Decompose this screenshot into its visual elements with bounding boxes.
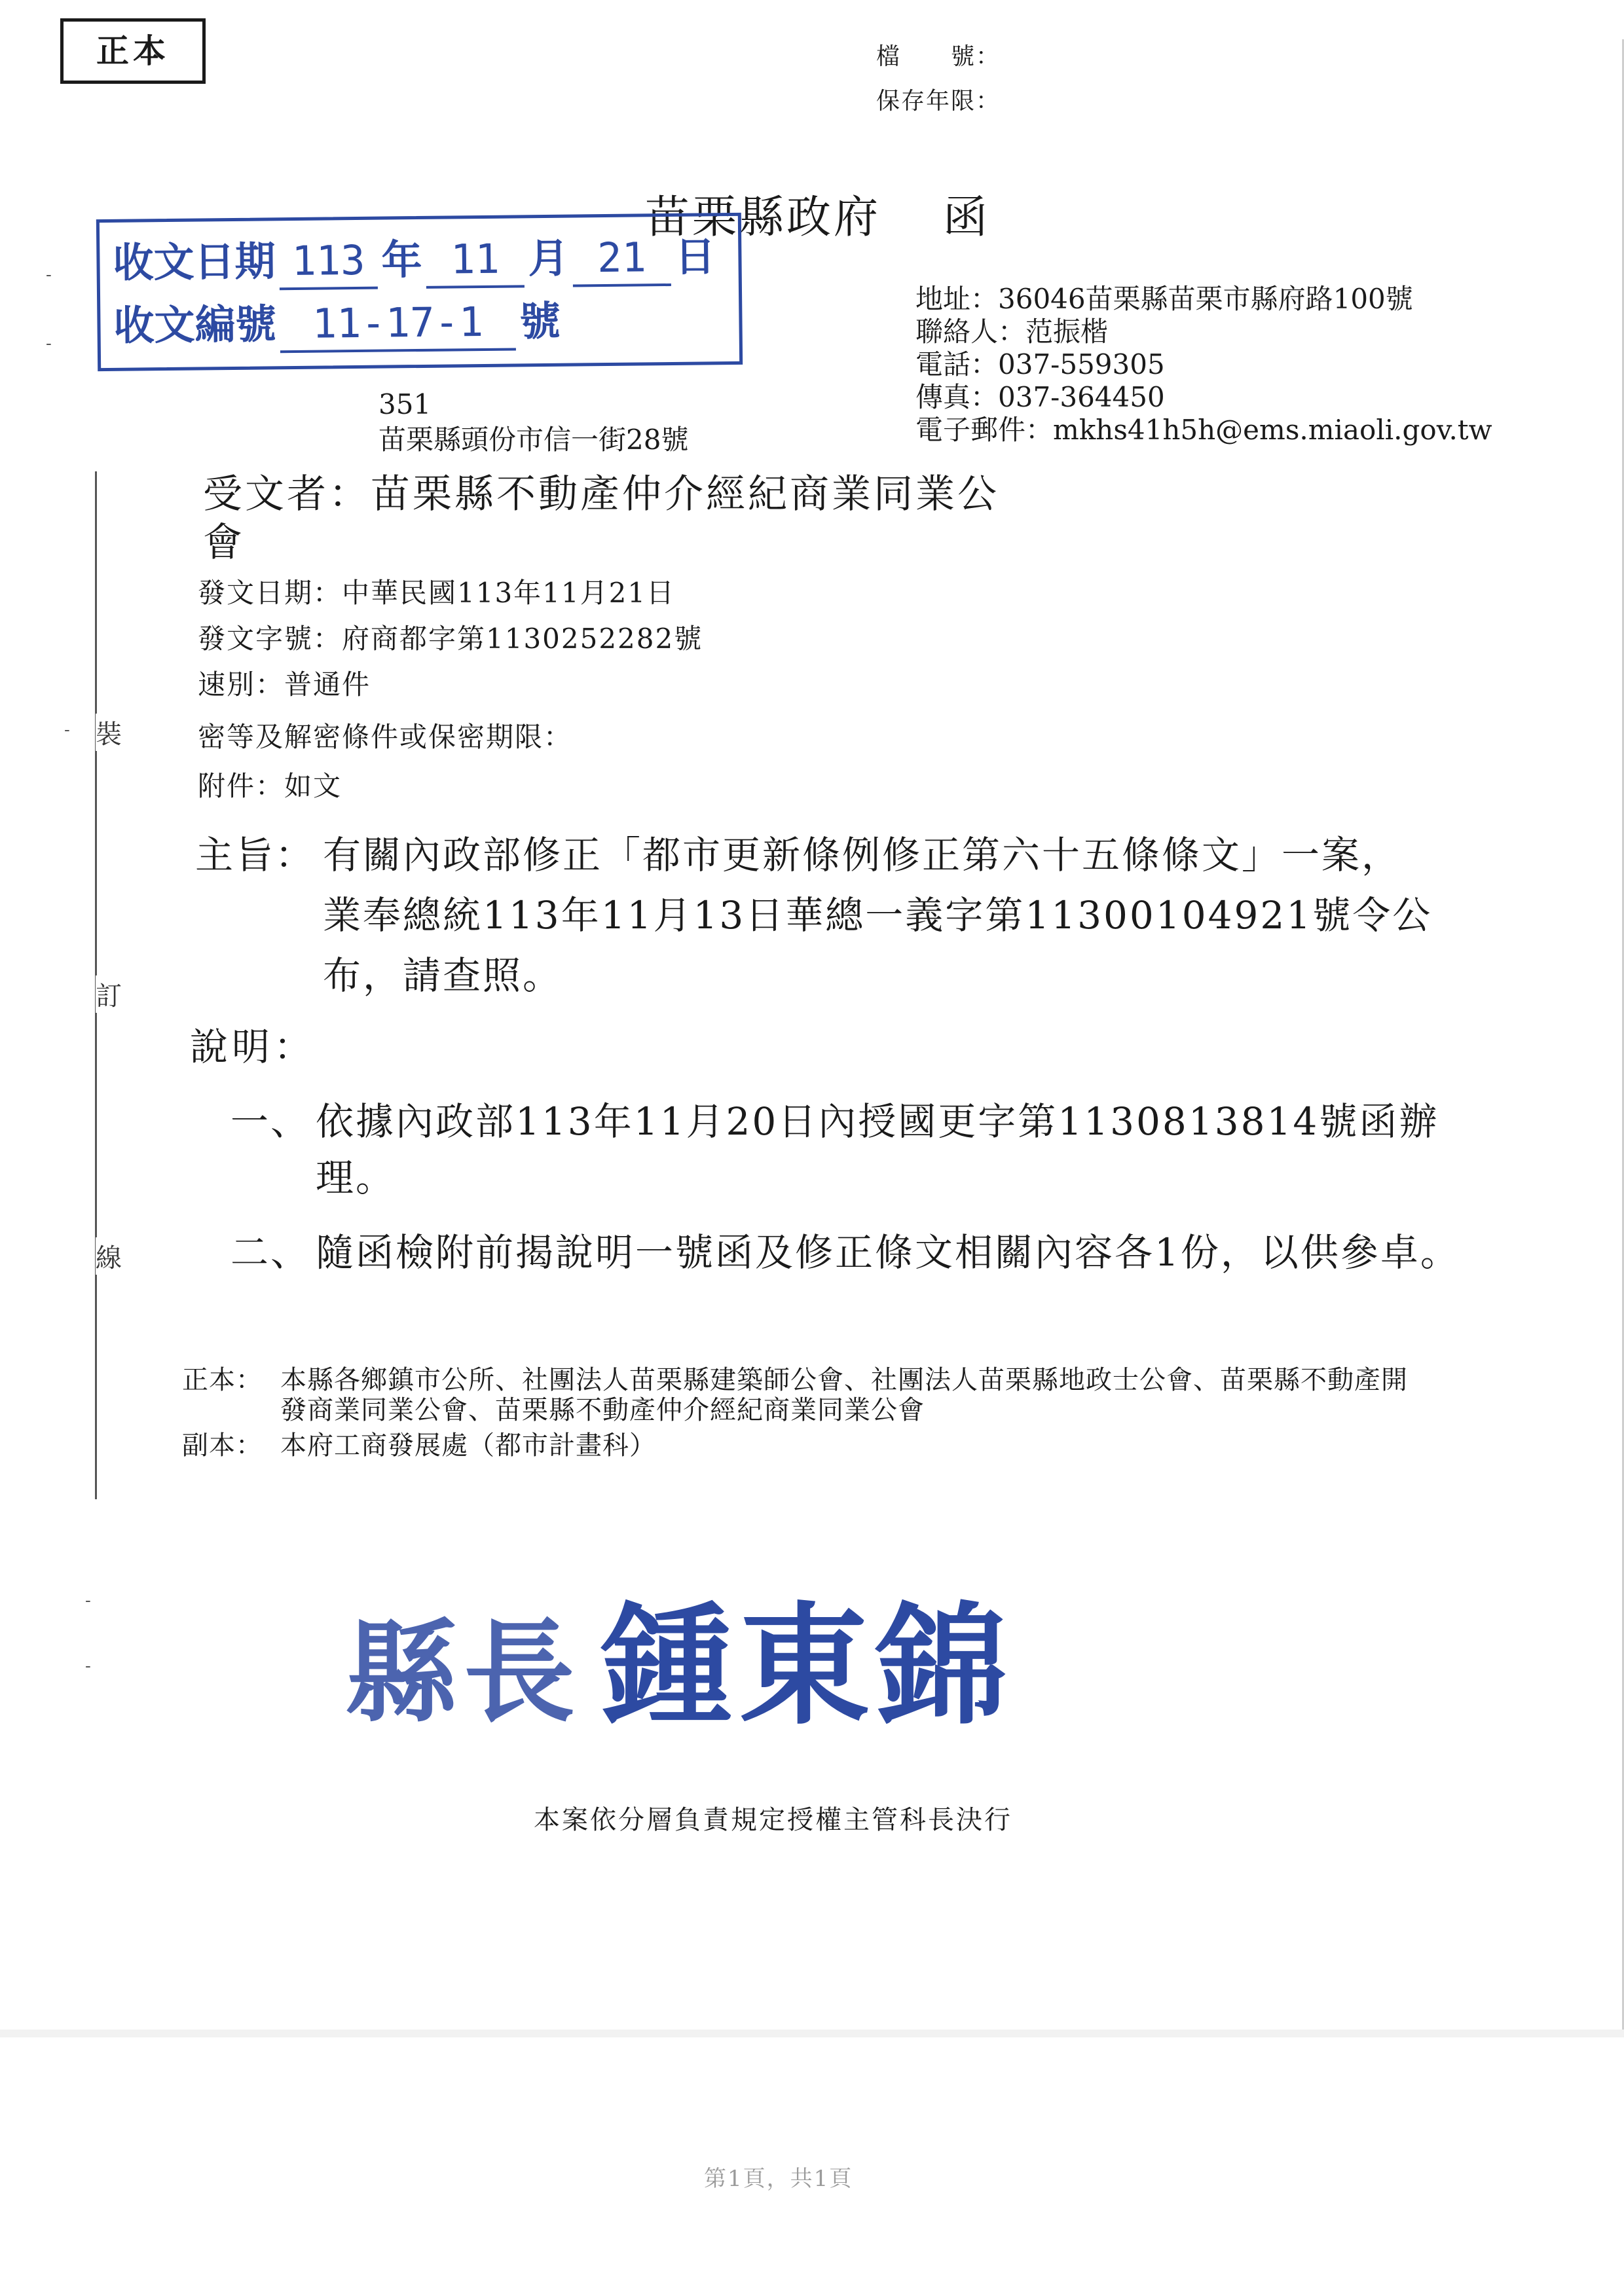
agency-name: 苗栗縣政府 (645, 192, 881, 244)
distribution-copy (182, 1430, 1426, 1461)
received-date-row: 收文日期 113 年 11 月 21 日 (113, 230, 716, 292)
subject-label: 主旨： (195, 833, 316, 877)
doc-type: 函 (943, 192, 991, 244)
margin-tick: - (85, 1591, 91, 1611)
issue-number: 發文字號：府商都字第1130252282號 (198, 623, 703, 655)
explanation-item (231, 1093, 1462, 1206)
contact-email: 電子郵件：mkhs41h5h@ems.miaoli.gov.tw (915, 414, 1492, 446)
subject-text: 有關內政部修正「都市更新條例修正第六十五條條文」一案，業奉總統113年11月13日華總一義字第11300104921號令公布，請查照。 (323, 833, 1433, 998)
received-number: 11-17-1 (280, 295, 516, 353)
contact-fax: 傳真：037-364450 (915, 381, 1165, 413)
explanation-item (231, 1224, 1462, 1281)
margin-tick: - (46, 334, 52, 354)
distribution-copy-label: 副本： (182, 1430, 263, 1461)
urgency: 速別：普通件 (198, 668, 371, 701)
contact-address: 地址：36046苗栗縣苗栗市縣府路100號 (915, 283, 1413, 315)
magistrate-signature-stamp (346, 1561, 1014, 1749)
margin-tick: - (46, 265, 52, 285)
binding-mark-zhuang: 裝 (96, 714, 122, 751)
copy-type-box: 正本 (60, 18, 206, 84)
contact-person: 聯絡人：范振楷 (915, 316, 1109, 348)
received-number-row: 收文編號 11-17-1 號 (113, 295, 561, 355)
explanation-label: 說明： (190, 1025, 316, 1069)
scan-fade (0, 2030, 1624, 2037)
margin-tick: - (64, 720, 70, 740)
distribution-copy-text: 本府工商發展處（都市計畫科） (280, 1430, 656, 1461)
confidentiality: 密等及解密條件或保密期限： (198, 721, 573, 753)
attachment: 附件：如文 (198, 770, 342, 802)
recipient-street: 苗栗縣頭份市信一街28號 (378, 424, 689, 456)
authority-note: 本案依分層負責規定授權主管科長決行 (534, 1805, 1012, 1835)
item-number: 一、 (231, 1099, 311, 1144)
signature-title: 縣長 (346, 1607, 582, 1738)
subject (195, 825, 1439, 1006)
item-text: 依據內政部113年11月20日內授國更字第1130813814號函辦理。 (316, 1099, 1439, 1200)
file-number-label: 檔 號： (876, 43, 1001, 70)
retention-label: 保存年限： (876, 88, 1001, 115)
recipient: 受文者：苗栗縣不動產仲介經紀商業同業公會 (203, 471, 999, 566)
distribution-main (182, 1365, 1426, 1425)
recipient-zip: 351 (378, 388, 432, 420)
contact-phone: 電話：037-559305 (915, 348, 1165, 380)
item-text: 隨函檢附前揭說明一號函及修正條文相關內容各1份，以供參卓。 (316, 1230, 1460, 1275)
received-month: 11 (426, 232, 525, 289)
received-year: 113 (279, 234, 378, 291)
distribution-main-text: 本縣各鄉鎮市公所、社團法人苗栗縣建築師公會、社團法人苗栗縣地政士公會、苗栗縣不動產開發商業同業公會、苗栗縣不動產仲介經紀商業同業公會 (280, 1365, 1408, 1425)
received-day: 21 (572, 231, 671, 287)
binding-mark-xian: 線 (96, 1237, 122, 1275)
item-number: 二、 (231, 1230, 311, 1275)
issue-date: 發文日期：中華民國113年11月21日 (198, 577, 676, 609)
signature-name: 鍾東錦 (601, 1589, 1014, 1743)
binding-mark-ding: 訂 (96, 975, 122, 1013)
distribution-main-label: 正本： (182, 1365, 263, 1395)
margin-tick: - (85, 1656, 91, 1676)
received-stamp (96, 213, 743, 371)
page-number: 第1頁，共1頁 (704, 2166, 853, 2192)
